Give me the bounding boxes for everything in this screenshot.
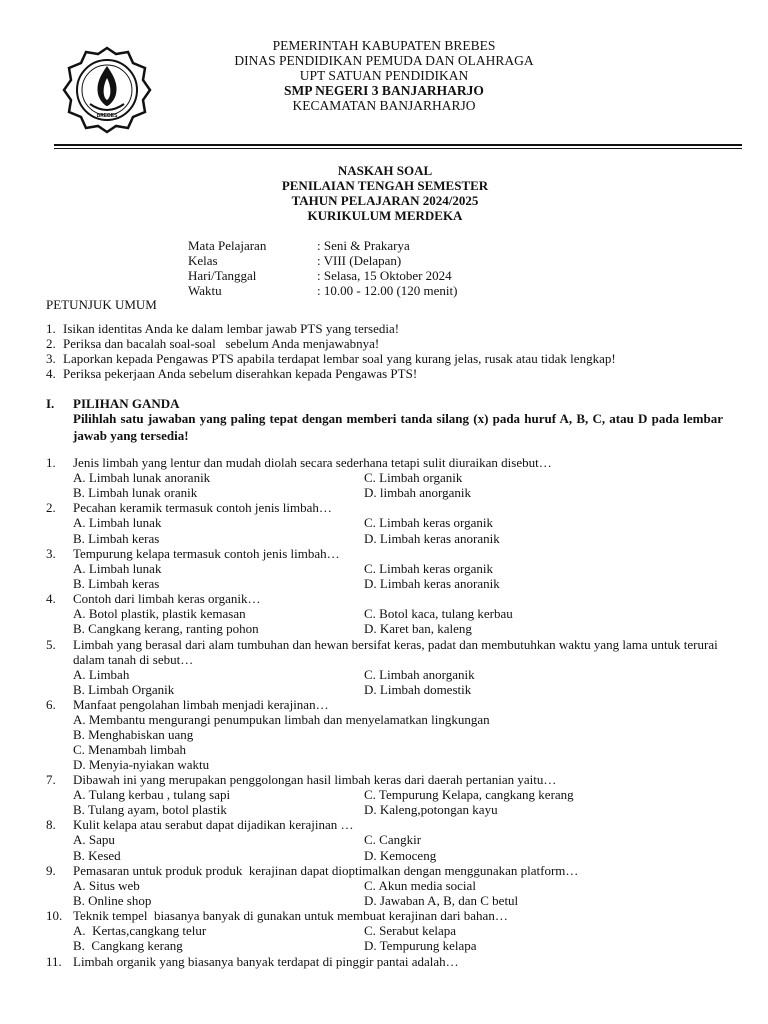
question-item	[46, 954, 746, 969]
option-d: D. Limbah domestik	[364, 681, 472, 697]
option-a: A. Kertas,cangkang telur	[73, 923, 207, 939]
exam-info	[188, 238, 457, 298]
option-a: A. Limbah lunak	[73, 560, 162, 576]
info-row-subject	[188, 238, 457, 253]
question-number: 9.	[46, 862, 56, 878]
logo-text: BREBES	[96, 113, 118, 119]
option-d: D. Menyia-nyiakan waktu	[73, 757, 210, 773]
instruction-item	[46, 351, 616, 366]
instructions-list	[46, 321, 616, 381]
instruction-number: 2.	[46, 336, 56, 351]
question-number: 6.	[46, 697, 56, 713]
option-a: A. Limbah lunak anoranik	[73, 470, 211, 485]
instruction-number: 1.	[46, 321, 56, 336]
instruction-number: 4.	[46, 366, 56, 381]
option-c: C. Limbah organik	[364, 470, 463, 485]
option-d: D. Kemoceng	[364, 847, 437, 863]
letterhead-line-1: PEMERINTAH KABUPATEN BREBES	[272, 38, 496, 53]
info-label: Kelas	[188, 253, 218, 268]
question-text: Limbah yang berasal dari alam tumbuhan dan hewan bersifat keras, padat dan membutuhkan waktu yang lama untuk terurai dalam tanah di sebut…	[73, 636, 718, 667]
letterhead-line-5: KECAMATAN BANJARHARJO	[292, 98, 476, 113]
info-row-class	[188, 253, 457, 268]
instruction-item	[46, 336, 616, 351]
letterhead	[190, 38, 578, 113]
title-line-2: PENILAIAN TENGAH SEMESTER	[281, 178, 489, 193]
question-text: Pecahan keramik termasuk contoh jenis limbah…	[73, 500, 332, 516]
option-c: C. Cangkir	[364, 832, 422, 848]
option-d: D. limbah anorganik	[364, 485, 471, 501]
question-text: Tempurung kelapa termasuk contoh jenis limbah…	[73, 545, 340, 561]
option-d: D. Limbah keras anoranik	[364, 530, 500, 546]
title-line-1: NASKAH SOAL	[337, 163, 433, 178]
question-text: Jenis limbah yang lentur dan mudah diolah secara sederhana tetapi sulit diuraikan disebut…	[73, 455, 552, 470]
option-c: C. Limbah keras organik	[364, 560, 494, 576]
option-b: B. Limbah keras	[73, 576, 160, 592]
question-item	[46, 591, 746, 636]
question-number: 8.	[46, 817, 56, 833]
option-a: A. Sapu	[73, 832, 115, 848]
instruction-text: Laporkan kepada Pengawas PTS apabila terdapat lembar soal yang kurang jelas, rusak atau tidak lengkap!	[63, 351, 616, 366]
info-value: : Selasa, 15 Oktober 2024	[317, 268, 452, 283]
info-row-time	[188, 283, 457, 298]
info-value: : VIII (Delapan)	[317, 253, 402, 268]
exam-title	[150, 163, 620, 223]
header-divider-thin	[54, 148, 742, 149]
instruction-text: Periksa dan bacalah soal-soal sebelum Anda menjawabnya!	[63, 336, 380, 351]
question-number: 10.	[46, 908, 63, 924]
question-item	[46, 772, 746, 817]
option-d: D. Karet ban, kaleng	[364, 621, 472, 637]
section-heading	[46, 396, 180, 411]
option-b: B. Kesed	[73, 847, 121, 863]
option-b: B. Limbah Organik	[73, 681, 175, 697]
option-b: B. Cangkang kerang, ranting pohon	[73, 621, 259, 637]
question-number: 5.	[46, 636, 56, 652]
question-text: Contoh dari limbah keras organik…	[73, 591, 261, 607]
option-c: C. Akun media social	[364, 877, 476, 893]
question-item	[46, 863, 746, 908]
section-instruction: Pilihlah satu jawaban yang paling tepat dengan memberi tanda silang (x) pada huruf A, B, C, atau D pada lembar jawab yang tersedia!	[73, 411, 723, 443]
instruction-number: 3.	[46, 351, 56, 366]
option-a: A. Botol plastik, plastik kemasan	[73, 606, 246, 622]
header-divider-thick	[54, 144, 742, 146]
letterhead-line-3: UPT SATUAN PENDIDIKAN	[299, 68, 469, 83]
option-c: C. Serabut kelapa	[364, 923, 457, 939]
option-a: A. Membantu mengurangi penumpukan limbah dan menyelamatkan lingkungan	[73, 712, 490, 728]
school-logo	[60, 44, 154, 136]
question-number: 1.	[46, 455, 56, 470]
option-d: D. Jawaban A, B, dan C betul	[364, 893, 519, 909]
section-number: I.	[46, 396, 55, 411]
question-number: 7.	[46, 772, 56, 788]
question-number: 11.	[46, 953, 62, 969]
question-item	[46, 455, 746, 500]
info-row-date	[188, 268, 457, 283]
option-a: A. Limbah lunak	[73, 515, 162, 531]
question-text: Manfaat pengolahan limbah menjadi kerajinan…	[73, 697, 329, 713]
instruction-item	[46, 366, 616, 381]
question-item	[46, 500, 746, 545]
option-b: B. Limbah keras	[73, 530, 160, 546]
option-c: C. Tempurung Kelapa, cangkang kerang	[364, 787, 574, 803]
info-label: Mata Pelajaran	[188, 238, 267, 253]
option-b: B. Limbah lunak oranik	[73, 485, 198, 501]
option-c: C. Limbah keras organik	[364, 515, 494, 531]
question-item	[46, 817, 746, 862]
section-title: PILIHAN GANDA	[73, 396, 180, 411]
question-text: Kulit kelapa atau serabut dapat dijadikan kerajinan …	[73, 817, 354, 833]
school-name: SMP NEGERI 3 BANJARHARJO	[284, 83, 484, 98]
instruction-item	[46, 321, 616, 336]
option-c: C. Botol kaca, tulang kerbau	[364, 606, 513, 622]
info-value: : 10.00 - 12.00 (120 menit)	[317, 283, 458, 298]
option-a: A. Tulang kerbau , tulang sapi	[73, 787, 231, 803]
option-d: D. Tempurung kelapa	[364, 938, 477, 954]
option-b: B. Cangkang kerang	[73, 938, 183, 954]
option-c: C. Menambah limbah	[73, 742, 187, 758]
question-text: Pemasaran untuk produk produk kerajinan dapat dioptimalkan dengan menggunakan platform…	[73, 862, 579, 878]
option-b: B. Tulang ayam, botol plastik	[73, 802, 227, 818]
question-text: Teknik tempel biasanya banyak di gunakan untuk membuat kerajinan dari bahan…	[73, 908, 508, 924]
title-line-3: TAHUN PELAJARAN 2024/2025	[291, 193, 479, 208]
instruction-text: Isikan identitas Anda ke dalam lembar jawab PTS yang tersedia!	[63, 321, 400, 336]
option-a: A. Limbah	[73, 666, 130, 682]
title-line-4: KURIKULUM MERDEKA	[307, 208, 463, 223]
question-item	[46, 697, 746, 772]
question-number: 3.	[46, 545, 56, 561]
option-d: D. Limbah keras anoranik	[364, 576, 500, 592]
question-text: Limbah organik yang biasanya banyak terdapat di pinggir pantai adalah…	[73, 953, 459, 969]
instruction-text: Periksa pekerjaan Anda sebelum diserahkan kepada Pengawas PTS!	[63, 366, 418, 381]
option-a: A. Situs web	[73, 877, 140, 893]
option-b: B. Menghabiskan uang	[73, 727, 194, 743]
question-text: Dibawah ini yang merupakan penggolongan hasil limbah keras dari daerah pertanian yaitu…	[73, 772, 557, 788]
question-item	[46, 908, 746, 953]
option-b: B. Online shop	[73, 893, 152, 909]
question-number: 4.	[46, 591, 56, 607]
option-c: C. Limbah anorganik	[364, 666, 475, 682]
info-label: Hari/Tanggal	[188, 268, 257, 283]
question-item	[46, 637, 746, 697]
question-list	[46, 455, 746, 969]
question-number: 2.	[46, 500, 56, 516]
question-item	[46, 546, 746, 591]
info-label: Waktu	[188, 283, 222, 298]
instructions-heading: PETUNJUK UMUM	[46, 297, 157, 312]
letterhead-line-2: DINAS PENDIDIKAN PEMUDA DAN OLAHRAGA	[234, 53, 534, 68]
option-d: D. Kaleng,potongan kayu	[364, 802, 498, 818]
info-value: : Seni & Prakarya	[317, 238, 410, 253]
